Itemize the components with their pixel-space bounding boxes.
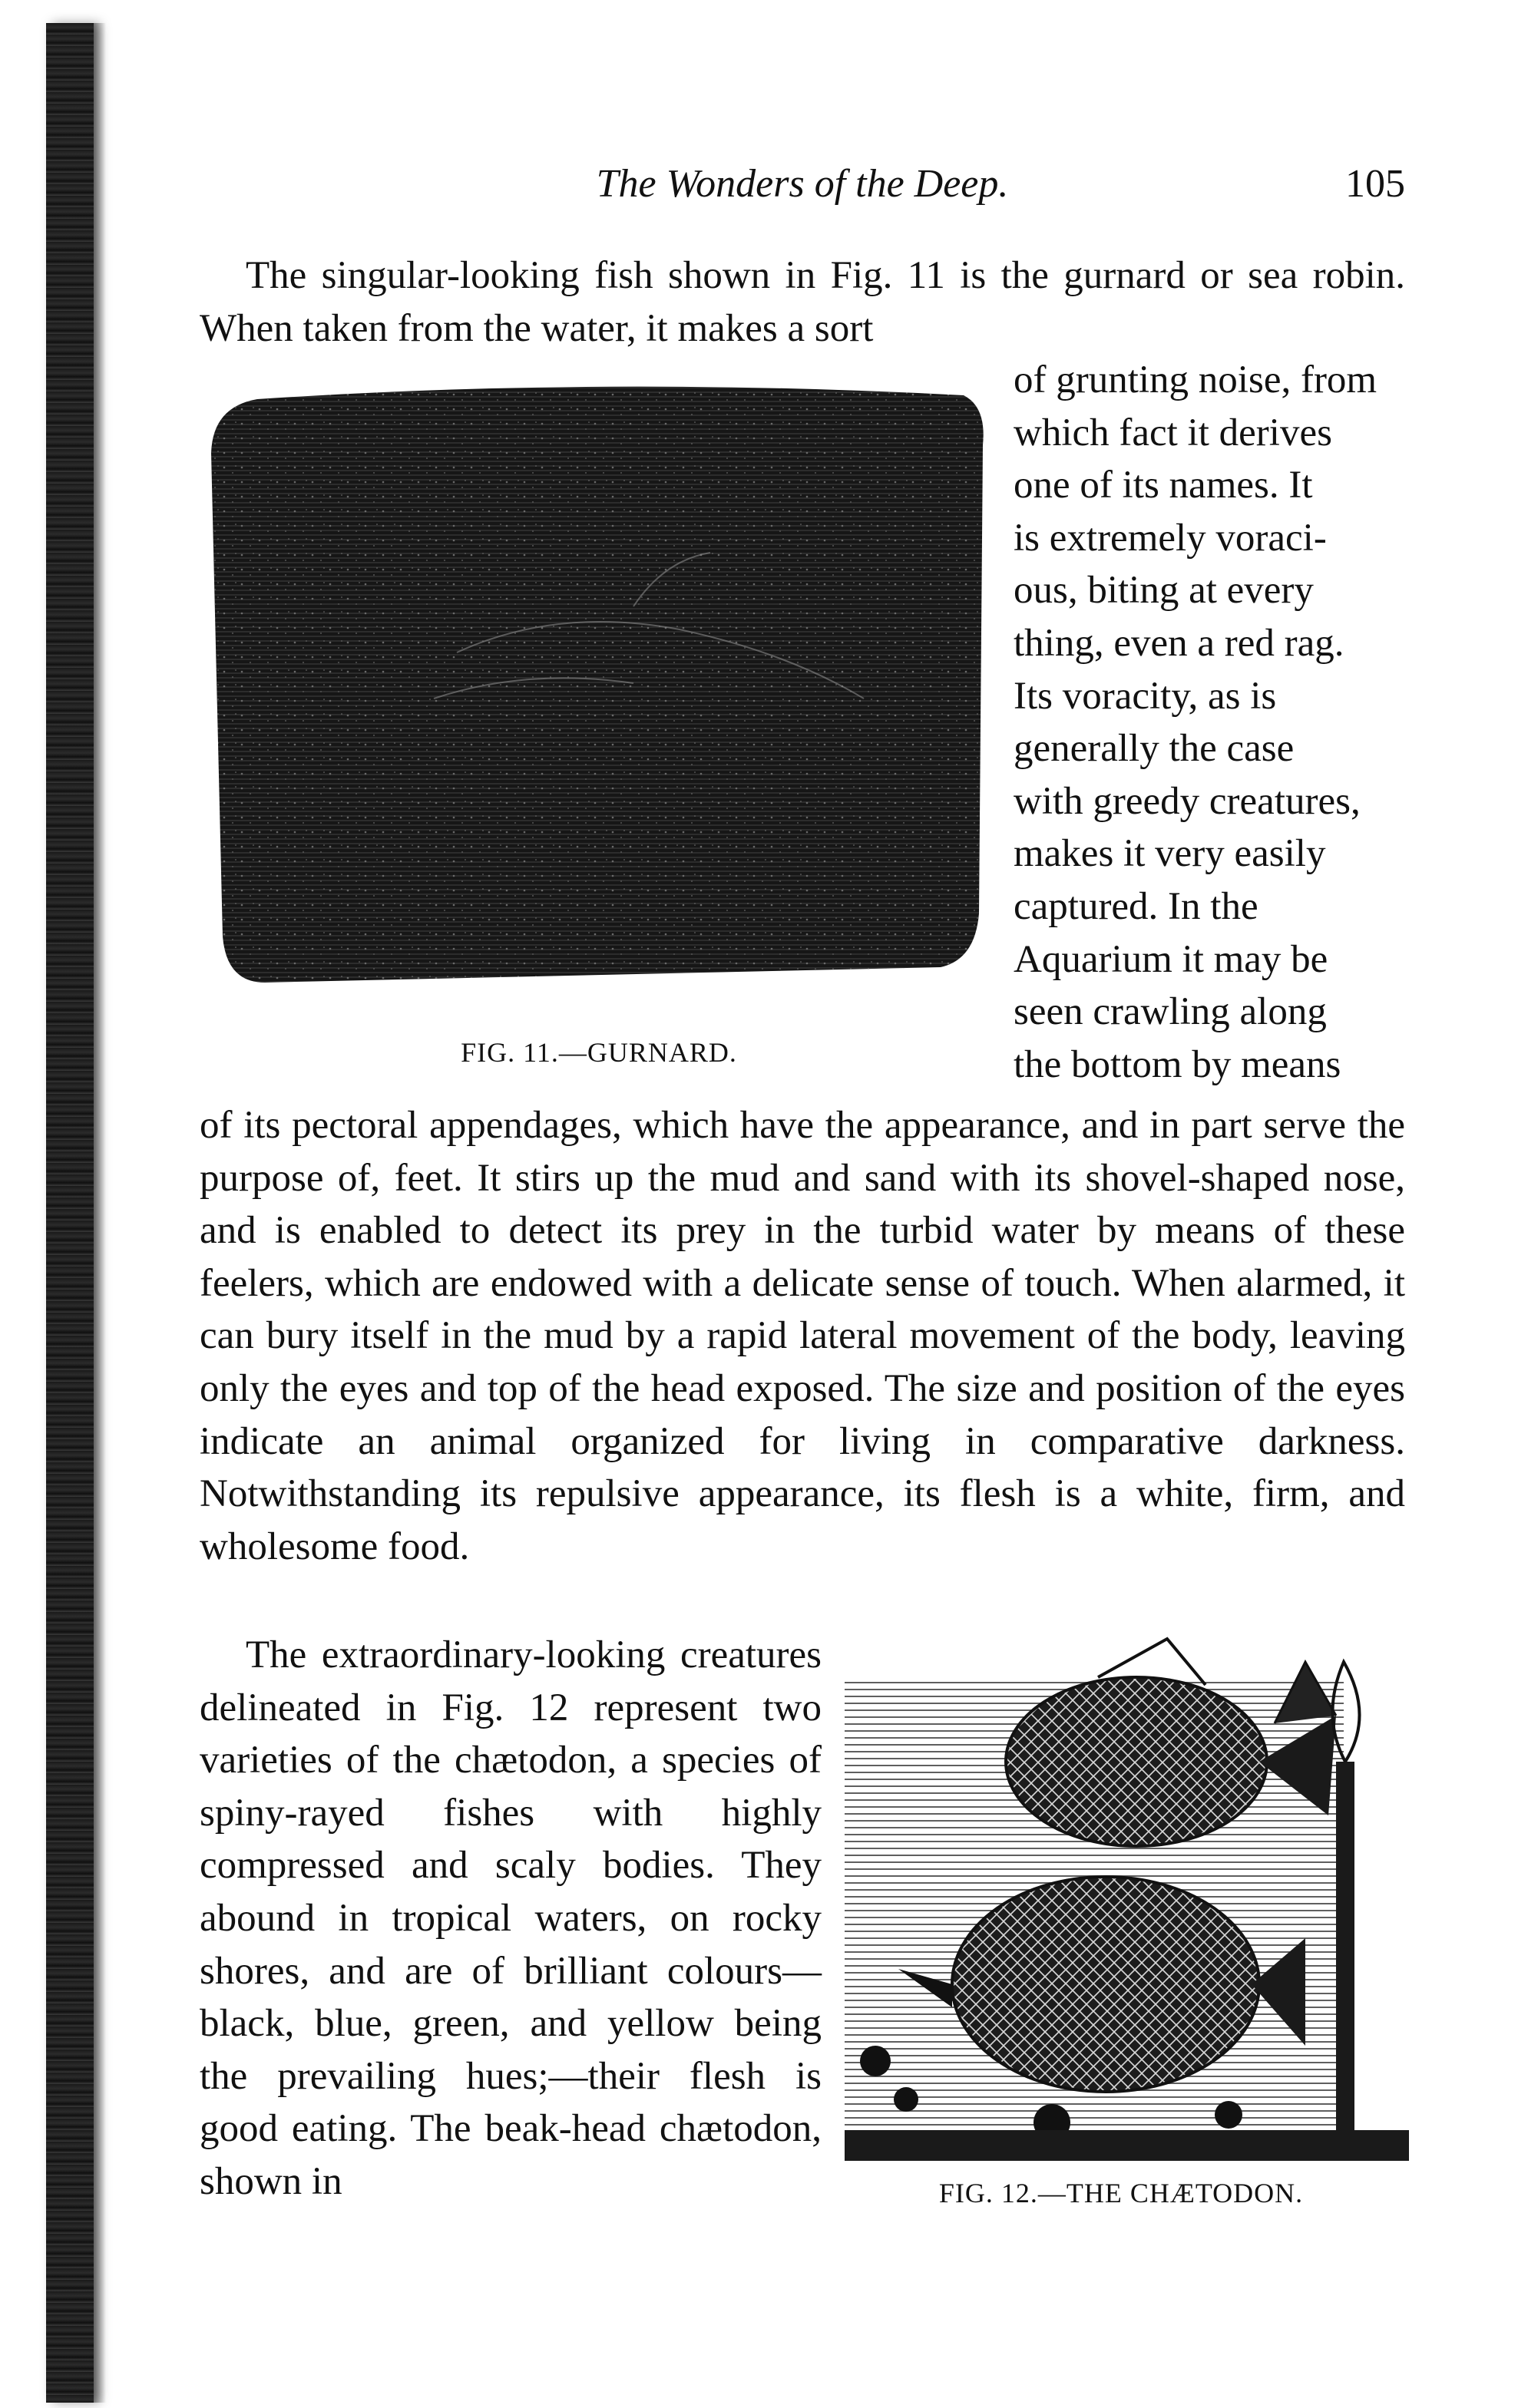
line-11: captured. In the: [1014, 884, 1258, 928]
line-2: which fact it derives: [1014, 411, 1332, 454]
line-3: one of its names. It: [1014, 464, 1313, 507]
line-9: with greedy creatures,: [1014, 779, 1361, 823]
paragraph-gurnard-intro: The singular-looking fish shown in Fig. 11 is the gurnard or sea robin. When taken from the water, it makes a sort: [200, 254, 1405, 350]
line-4: is extremely voraci-: [1014, 516, 1327, 560]
gurnard-engraving: [203, 376, 998, 998]
line-5: ous, biting at every: [1014, 569, 1314, 613]
line-7: Its voracity, as is: [1014, 674, 1277, 718]
chaetodon-engraving: [845, 1631, 1409, 2161]
line-6: thing, even a red rag.: [1014, 621, 1344, 665]
running-title: The Wonders of the Deep.: [596, 162, 1009, 206]
page-number: 105: [1345, 162, 1405, 206]
book-binding-edge: [46, 23, 94, 2403]
line-12: Aquarium it may be: [1014, 937, 1328, 981]
line-13: seen crawling along: [1014, 990, 1327, 1034]
paragraph-gurnard-continued: of its pectoral appendages, which have the appearance, and in part serve the purpose of, feet. It stirs up the mud and sand with its shovel-shaped nose, and is enabled to detect its prey in the turbid water by means of these feelers, which are endowed with a delicate sense of touch. When alarmed, it can bury itself in the mud by a rapid lateral movement of the body, leaving only the eyes and top of the head exposed. The size and position of the eyes indicate an animal organized for living in comparative darkness. Notwithstanding its repulsive appearance, its flesh is a white, firm, and wholesome food.: [200, 1104, 1405, 1568]
column-beside-figure-11: [1014, 354, 1405, 1091]
line-8: generally the case: [1014, 727, 1295, 771]
figure-gurnard-illustration: [203, 376, 998, 998]
figure-12-caption: FIG. 12.—THE CHÆTODON.: [938, 2178, 1304, 2208]
paragraph-chaetodon: The extraordinary-looking creatures delineated in Fig. 12 represent two varieties of the chætodon, a species of spiny-rayed fishes with highly compressed and scaly bodies. They abound in tropical waters, on rocky shores, and are of brilliant colours—black, blue, green, and yellow being the prevailing hues;—their flesh is good eating. The beak-head chætodon, shown in: [200, 1633, 822, 2203]
line-10: makes it very easily: [1014, 832, 1326, 876]
figure-chaetodon-illustration: [845, 1631, 1409, 2161]
figure-11-caption: FIG. 11.—GURNARD.: [461, 1037, 737, 1068]
line-14: the bottom by means: [1014, 1042, 1341, 1086]
line-1: of grunting noise, from: [1014, 358, 1377, 401]
page-header: [200, 157, 1405, 211]
